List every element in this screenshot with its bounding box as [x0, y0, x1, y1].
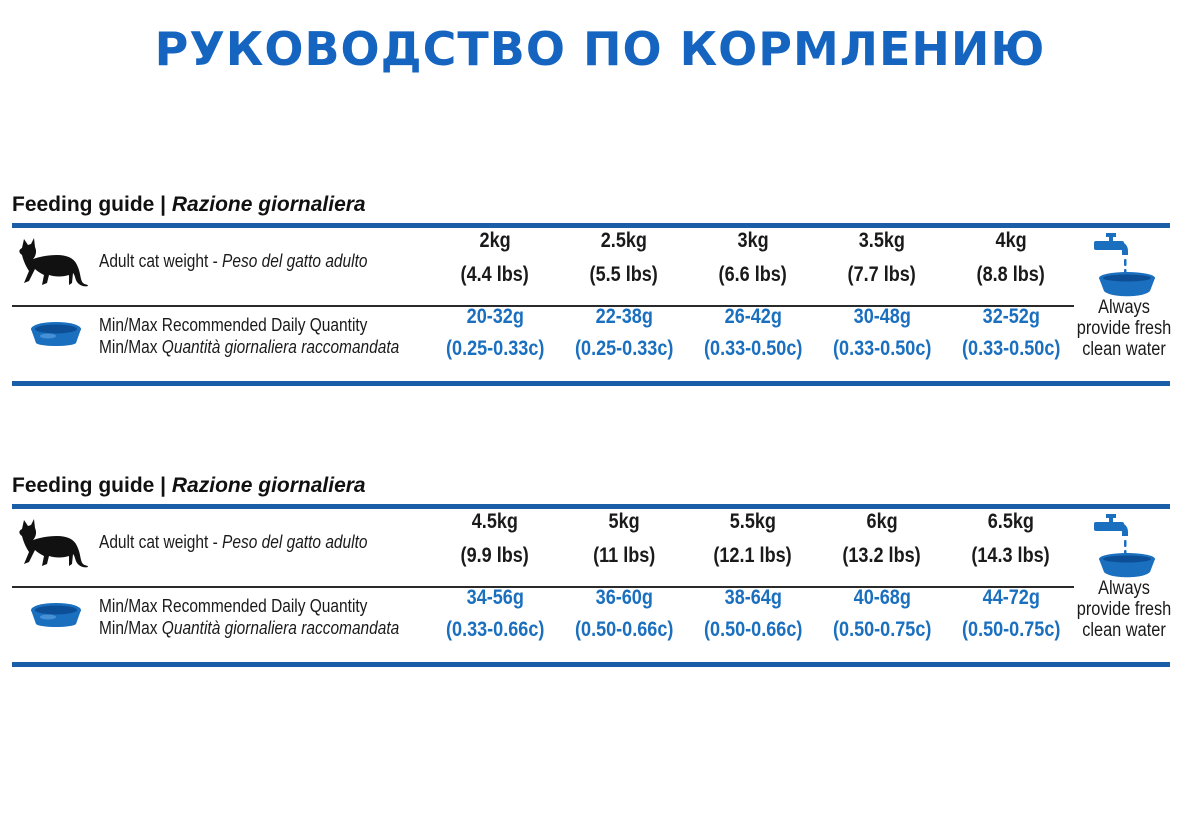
- qty-label-italic: Quantità giornaliera raccomandata: [161, 337, 400, 357]
- feeding-guide-2: [12, 474, 1170, 674]
- weight-kg: 3.5kg: [858, 229, 906, 252]
- qty-cups: (0.25-0.33c): [445, 337, 545, 360]
- water-tap-icon: [1090, 229, 1158, 299]
- qty-grams: 36-60g: [595, 586, 653, 609]
- weight-kg: 5.5kg: [729, 510, 777, 533]
- weight-label-italic: Peso del gatto adulto: [222, 532, 368, 552]
- weight-lbs: (7.7 lbs): [847, 263, 917, 286]
- qty-grams: 32-52g: [982, 305, 1040, 328]
- qty-cups: (0.50-0.66c): [703, 618, 803, 641]
- guide-heading-italic: Razione giornaliera: [171, 474, 366, 497]
- weight-kg: 2kg: [479, 229, 511, 252]
- qty-row-label-it: [99, 618, 399, 639]
- cat-icon: [15, 235, 89, 287]
- qty-grams: 44-72g: [982, 586, 1040, 609]
- weight-kg: 3kg: [737, 229, 769, 252]
- weight-lbs: (13.2 lbs): [842, 544, 922, 567]
- qty-grams: 26-42g: [724, 305, 782, 328]
- guide-heading-text: Feeding guide |: [12, 474, 172, 497]
- weight-row-label: [99, 251, 368, 272]
- weight-row-label: [99, 532, 368, 553]
- qty-row-label-it: [99, 337, 399, 358]
- weight-kg: 4kg: [995, 229, 1027, 252]
- qty-label-prefix: Min/Max: [99, 618, 162, 638]
- page-title: РУКОВОДСТВО ПО КОРМЛЕНИЮ: [154, 22, 1046, 76]
- top-rule: [12, 223, 1170, 228]
- weight-lbs: (12.1 lbs): [713, 544, 793, 567]
- qty-label-italic: Quantità giornaliera raccomandata: [161, 618, 400, 638]
- bottom-rule: [12, 381, 1170, 386]
- bowl-icon: [28, 601, 84, 629]
- weight-kg: 6kg: [866, 510, 898, 533]
- water-note: Always provide fresh clean water: [1076, 578, 1172, 641]
- qty-cups: (0.33-0.50c): [832, 337, 932, 360]
- weight-lbs: (6.6 lbs): [718, 263, 788, 286]
- guide-heading-text: Feeding guide |: [12, 193, 172, 216]
- qty-grams: 20-32g: [466, 305, 524, 328]
- qty-cups: (0.25-0.33c): [574, 337, 674, 360]
- weight-kg: 5kg: [608, 510, 640, 533]
- feeding-guide-1: [12, 193, 1170, 393]
- qty-cups: (0.33-0.66c): [445, 618, 545, 641]
- guide-heading-italic: Razione giornaliera: [171, 193, 366, 216]
- bowl-icon: [28, 320, 84, 348]
- weight-lbs: (4.4 lbs): [460, 263, 530, 286]
- weight-lbs: (5.5 lbs): [589, 263, 659, 286]
- weight-kg: 6.5kg: [987, 510, 1035, 533]
- guide-heading: [12, 193, 366, 217]
- qty-cups: (0.50-0.66c): [574, 618, 674, 641]
- qty-cups: (0.50-0.75c): [961, 618, 1061, 641]
- weight-lbs: (14.3 lbs): [971, 544, 1051, 567]
- water-tap-icon: [1090, 510, 1158, 580]
- weight-kg: 2.5kg: [600, 229, 648, 252]
- qty-grams: 38-64g: [724, 586, 782, 609]
- qty-cups: (0.33-0.50c): [961, 337, 1061, 360]
- weight-label: Adult cat weight -: [99, 532, 223, 552]
- weight-lbs: (9.9 lbs): [460, 544, 530, 567]
- qty-grams: 30-48g: [853, 305, 911, 328]
- weight-label: Adult cat weight -: [99, 251, 223, 271]
- qty-grams: 22-38g: [595, 305, 653, 328]
- weight-lbs: (8.8 lbs): [976, 263, 1046, 286]
- qty-cups: (0.33-0.50c): [703, 337, 803, 360]
- cat-icon: [15, 516, 89, 568]
- qty-row-label-en: Min/Max Recommended Daily Quantity: [99, 315, 368, 335]
- weight-lbs: (11 lbs): [592, 544, 656, 567]
- qty-grams: 40-68g: [853, 586, 911, 609]
- weight-label-italic: Peso del gatto adulto: [222, 251, 368, 271]
- guide-heading: [12, 474, 366, 498]
- qty-row-label-en: Min/Max Recommended Daily Quantity: [99, 596, 368, 616]
- weight-kg: 4.5kg: [471, 510, 519, 533]
- qty-grams: 34-56g: [466, 586, 524, 609]
- qty-cups: (0.50-0.75c): [832, 618, 932, 641]
- bottom-rule: [12, 662, 1170, 667]
- water-note: Always provide fresh clean water: [1076, 297, 1172, 360]
- top-rule: [12, 504, 1170, 509]
- qty-label-prefix: Min/Max: [99, 337, 162, 357]
